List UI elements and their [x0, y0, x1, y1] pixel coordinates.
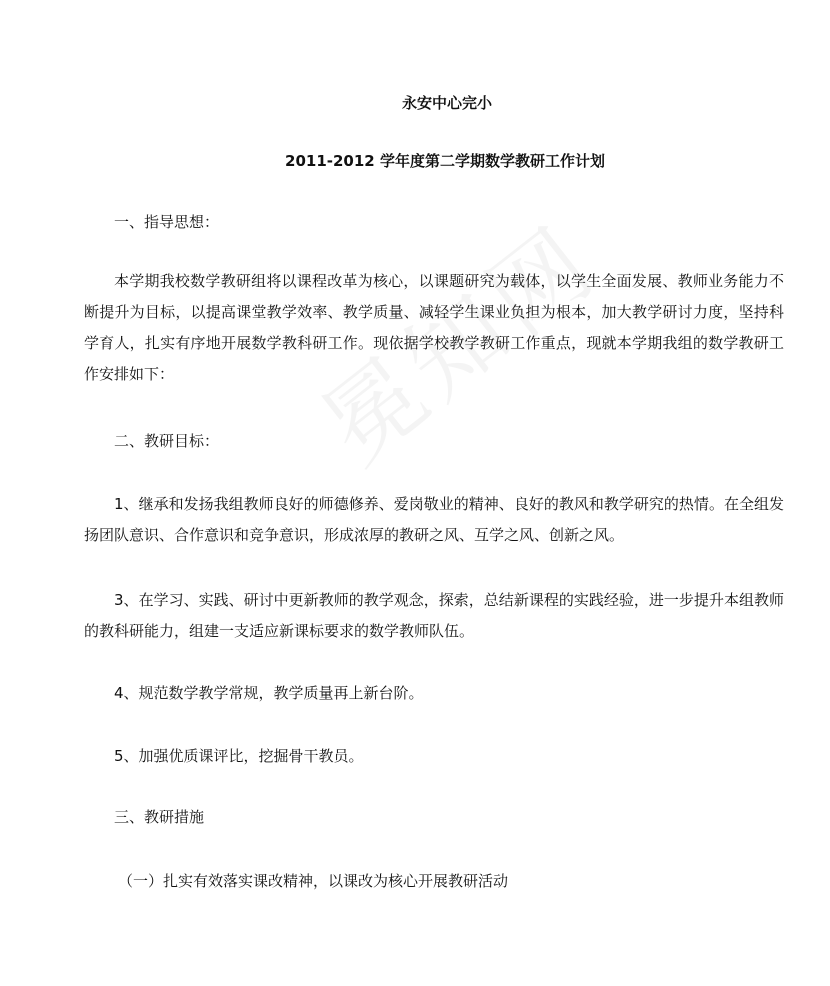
document-title: 2011-2012 学年度第二学期数学教研工作计划	[285, 152, 605, 170]
goal-item-3: 3、在学习、实践、研讨中更新教师的教学观念，探索，总结新课程的实践经验，进一步提升本组教师的教科研能力，组建一支适应新课标要求的数学教师队伍。	[84, 591, 784, 640]
guiding-ideology-paragraph: 本学期我校数学教研组将以课程改革为核心，以课题研究为载体，以学生全面发展、教师业务能力不断提升为目标，以提高课堂教学效率、教学质量、减轻学生课业负担为根本，加大教学研讨力度，坚持科学育人，扎实有序地开展数学教科研工作。现依据学校教学教研工作重点，现就本学期我组的数学教研工作安排如下：	[84, 272, 784, 383]
measures-subheading-1: （一）扎实有效落实课改精神，以课改为核心开展教研活动	[118, 872, 509, 890]
goal-item-4: 4、规范数学教学常规，教学质量再上新台阶。	[114, 684, 424, 702]
goal-item-5: 5、加强优质课评比，挖掘骨干教员。	[114, 747, 364, 765]
section-heading-guiding-ideology: 一、指导思想：	[114, 213, 220, 231]
section-heading-measures: 三、教研措施	[114, 808, 205, 826]
section-heading-goals: 二、教研目标：	[114, 432, 220, 450]
school-name: 永安中心完小	[401, 94, 492, 112]
goal-item-1: 1、继承和发扬我组教师良好的师德修养、爱岗敬业的精神、良好的教风和教学研究的热情。在全组发扬团队意识、合作意识和竞争意识，形成浓厚的教研之风、互学之风、创新之风。	[84, 495, 784, 544]
